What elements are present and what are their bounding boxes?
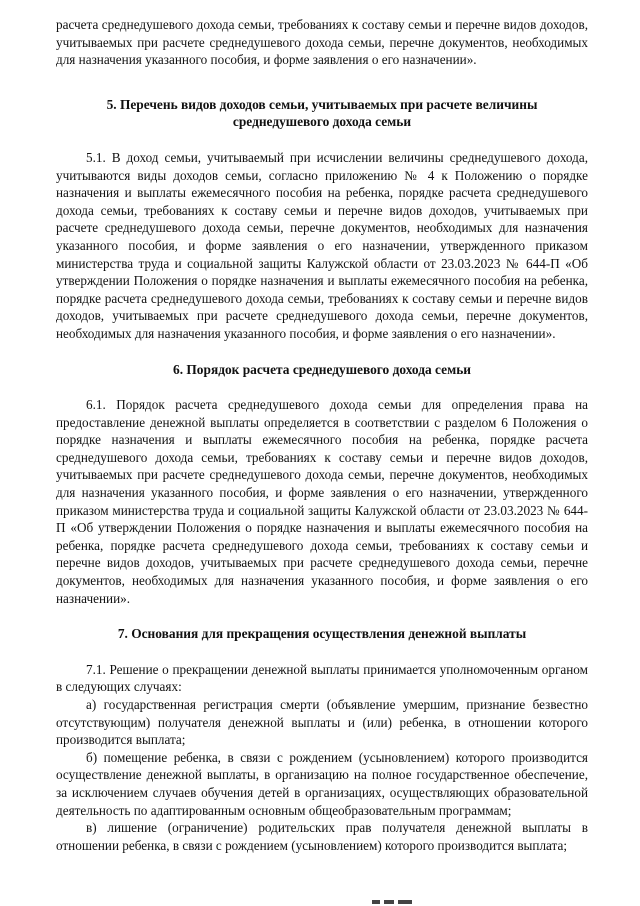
- section-6-heading: 6. Порядок расчета среднедушевого дохода семьи: [173, 361, 471, 377]
- section-6-paragraph-1: 6.1. Порядок расчета среднедушевого дохода семьи для определения права на предоставление денежной выплаты определяется в соответствии с разделом 6 Положения о порядке назначения и выплаты ежемесячного пособия на ребенка, порядке расчета среднедушевого дохода семьи, требованиях к составу семьи и перечне видов доходов, учитываемых при расчете среднедушевого дохода семьи, перечне документов, необходимых для назначения указанного пособия, и форме заявления о его назначении, утвержденного приказом министерства труда и социальной защиты Калужской области от 23.03.2023 № 644-П «Об утверждении Положения о порядке назначения и выплаты ежемесячного пособия на ребенка, порядке расчета среднедушевого дохода семьи, требованиях к составу семьи и перечне видов доходов, учитываемых при расчете среднедушевого дохода семьи, перечне документов, необходимых для назначения указанного пособия, и форме заявления о его назначении».: [56, 397, 588, 606]
- section-5-heading-line2: среднедушевого дохода семьи: [232, 114, 412, 130]
- section-5-paragraph-1: 5.1. В доход семьи, учитываемый при исчислении величины среднедушевого дохода, учитываются виды доходов семьи, согласно приложению № 4 к Положению о порядке назначения и выплаты ежемесячного пособия на ребенка, порядке расчета среднедушевого дохода семьи, требованиях к составу семьи и перечне видов доходов, учитываемых при расчете среднедушевого дохода семьи, перечне документов, необходимых для назначения указанного пособия, и форме заявления о его назначении, утвержденного приказом министерства труда и социальной защиты Калужской области от 23.03.2023 № 644-П «Об утверждении Положения о порядке назначения и выплаты ежемесячного пособия на ребенка, порядке расчета среднедушевого дохода семьи, требованиях к составу семьи и перечне видов доходов, учитываемых при расчете среднедушевого дохода семьи, перечне документов, необходимых для назначения указанного пособия, и форме заявления о его назначении».: [56, 149, 588, 341]
- section-7-heading: 7. Основания для прекращения осуществления денежной выплаты: [117, 626, 527, 642]
- section-7-item-b: б) помещение ребенка, в связи с рождением (усыновлением) которого производится осуществление денежной выплаты, в организацию на полное государственное обеспечение, за исключением случаев обучения детей в организациях, осуществляющих образовательной деятельность по адаптированным основным общеобразовательным программам;: [56, 749, 588, 818]
- section-5-heading-line1: 5. Перечень видов доходов семьи, учитываемых при расчете величины: [106, 96, 538, 112]
- section-7-item-v: в) лишение (ограничение) родительских прав получателя денежной выплаты в отношении ребенка, в связи с рождением (усыновлением) которого производится выплата;: [56, 820, 588, 853]
- cut-off-footer-mark: [372, 898, 416, 906]
- section-7-item-a: а) государственная регистрация смерти (объявление умершим, признание безвестно отсутствующим) получателя денежной выплаты и (или) ребенка, в отношении которого производится выплата;: [56, 697, 588, 748]
- section-7-paragraph-1: 7.1. Решение о прекращении денежной выплаты принимается уполномоченным органом в следующих случаях:: [56, 661, 588, 695]
- section-5-heading: [56, 96, 588, 131]
- intro-paragraph: расчета среднедушевого дохода семьи, требованиях к составу семьи и перечне видов доходов, учитываемых при расчете среднедушевого дохода семьи, перечне документов, необходимых для назначения указанного пособия, и форме заявления о его назначении».: [56, 17, 588, 68]
- document-page: [56, 16, 588, 854]
